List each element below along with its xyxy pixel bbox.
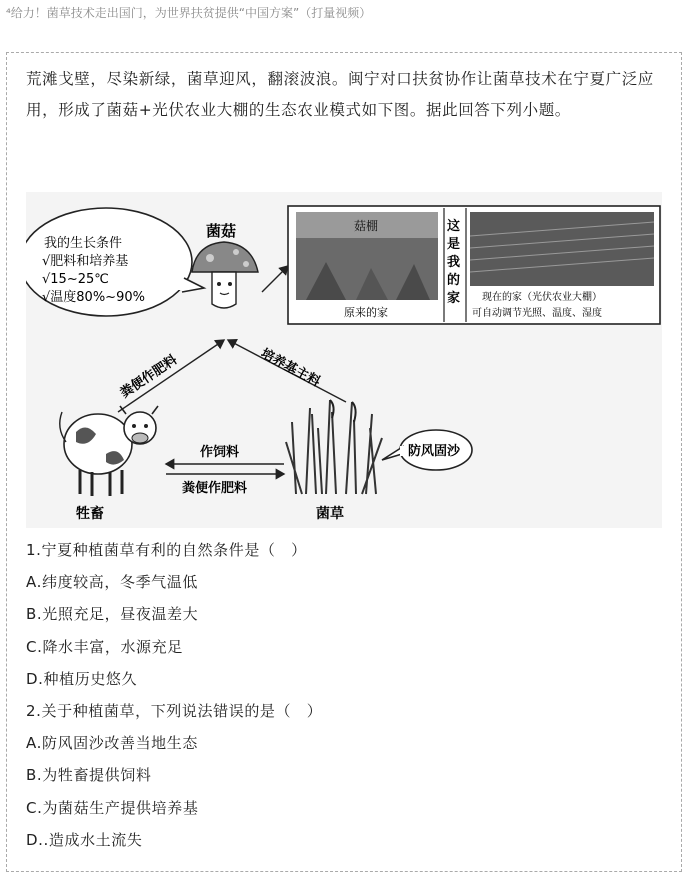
question-1-option-a[interactable]: A.纬度较高，冬季气温低 bbox=[26, 573, 198, 592]
ecology-diagram bbox=[26, 192, 662, 528]
home-char-3: 我 bbox=[447, 255, 461, 270]
home-char-1: 这 bbox=[447, 219, 461, 234]
left-arrow-label: 粪便作肥料 bbox=[117, 352, 181, 402]
grass-label: 菌草 bbox=[316, 506, 344, 522]
new-home-caption-2: 可自动调节光照、温度、湿度 bbox=[472, 308, 602, 319]
bubble-line-1: 我的生长条件 bbox=[44, 236, 123, 251]
question-1-option-c[interactable]: C.降水丰富，水源充足 bbox=[26, 637, 183, 656]
mushroom-label: 菌菇 bbox=[206, 222, 237, 240]
question-2-option-a[interactable]: A.防风固沙改善当地生态 bbox=[26, 734, 198, 753]
feed-arrow-label: 作饲料 bbox=[200, 445, 240, 460]
old-home-caption: 原来的家 bbox=[344, 306, 388, 319]
new-home-photo bbox=[470, 212, 654, 286]
new-home-caption-1: 现在的家（光伏农业大棚） bbox=[482, 292, 602, 303]
windbreak-label: 防风固沙 bbox=[408, 444, 461, 459]
manure-arrow-label: 粪便作肥料 bbox=[182, 481, 248, 496]
question-1-stem: 1.宁夏种植菌草有利的自然条件是（ ） bbox=[26, 541, 307, 559]
mushroom-shed-label: 菇棚 bbox=[354, 219, 379, 233]
home-char-4: 的 bbox=[447, 273, 461, 288]
bubble-line-3: √15~25℃ bbox=[42, 272, 109, 287]
question-2-option-c[interactable]: C.为菌菇生产提供培养基 bbox=[26, 798, 199, 817]
question-1-option-d[interactable]: D.种植历史悠久 bbox=[26, 669, 138, 688]
passage-text: 荒滩戈壁，尽染新绿，菌草迎风，翻滚波浪。闽宁对口扶贫协作让菌草技术在宁夏广泛应用，形成了菌菇+光伏农业大棚的生态农业模式如下图。据此回答下列小题。 bbox=[26, 70, 654, 119]
bubble-line-4: √温度80%~90% bbox=[42, 290, 145, 305]
home-char-5: 家 bbox=[447, 291, 461, 306]
question-2-option-b[interactable]: B.为牲畜提供饲料 bbox=[26, 766, 152, 785]
livestock-label: 牲畜 bbox=[76, 506, 104, 522]
right-arrow-label: 培养基主料 bbox=[258, 346, 323, 391]
bubble-line-2: √肥料和培养基 bbox=[42, 254, 129, 269]
question-2-option-d[interactable]: D..造成水土流失 bbox=[26, 830, 143, 849]
photo-panel bbox=[288, 206, 660, 324]
article-header[interactable]: ⁴给力！菌草技术走出国门，为世界扶贫提供“中国方案”（打量视频） bbox=[6, 6, 372, 20]
diagram-svg bbox=[26, 192, 662, 528]
question-1-option-b[interactable]: B.光照充足，昼夜温差大 bbox=[26, 605, 199, 624]
home-char-2: 是 bbox=[447, 237, 461, 252]
questions-section bbox=[26, 534, 666, 856]
question-2-stem: 2.关于种植菌草，下列说法错误的是（ ） bbox=[26, 701, 323, 720]
